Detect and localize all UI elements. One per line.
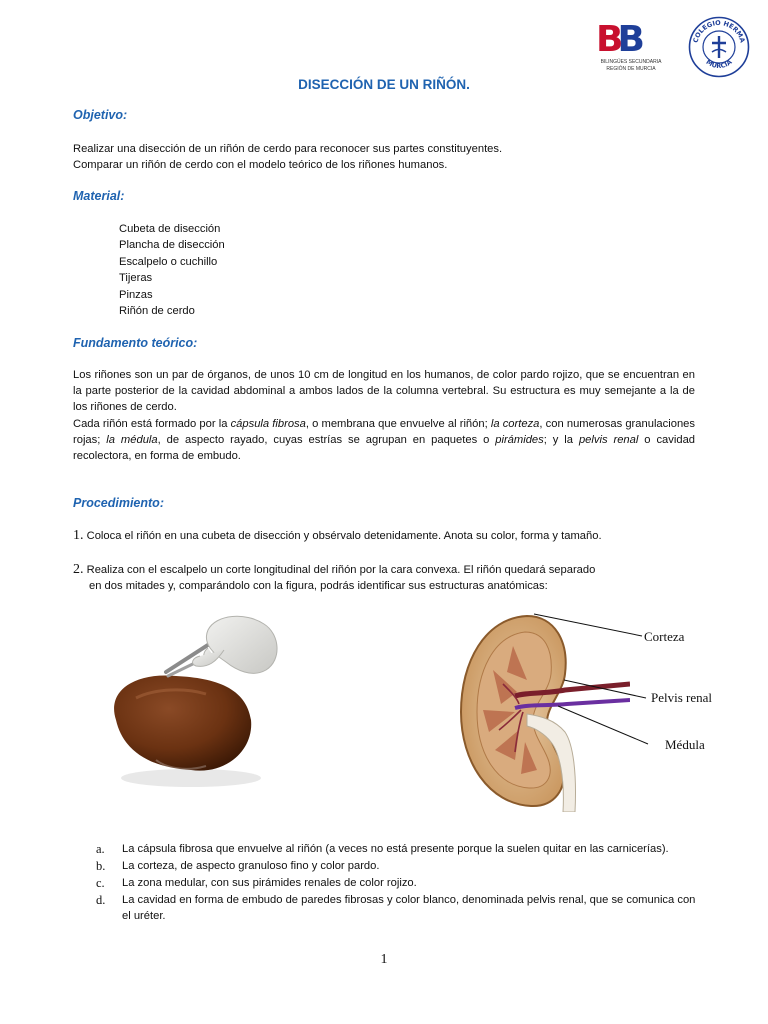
- heading-material: Material:: [73, 189, 125, 203]
- kidney-dissection-illustration: [96, 610, 286, 800]
- step-number: 1.: [73, 528, 84, 543]
- list-item: [96, 858, 696, 874]
- procedure-step-2: [73, 562, 713, 594]
- material-list: [119, 221, 225, 319]
- procedure-step-1: [73, 528, 713, 544]
- page-number: 1: [380, 952, 388, 967]
- list-item-letter: b.: [96, 859, 106, 873]
- list-item-letter: d.: [96, 893, 106, 907]
- term-capsula-fibrosa: cápsula fibrosa: [230, 418, 306, 430]
- step-text: Coloca el riñón en una cubeta de disección y obsérvalo detenidamente. Anota su color, forma y tamaño.: [86, 530, 602, 542]
- term-pelvis-renal: pelvis renal: [578, 434, 639, 446]
- text-run: , con numerosas granulaciones rojas;: [73, 418, 695, 446]
- label-pelvis-renal: Pelvis renal: [651, 690, 713, 705]
- material-item: Tijeras: [119, 272, 153, 285]
- material-item: Cubeta de disección: [119, 223, 221, 235]
- bilingual-logo-line2: REGIÓN DE MURCIA: [606, 66, 656, 72]
- list-item-text: La zona medular, con sus pirámides renales de color rojizo.: [122, 877, 417, 889]
- text-run: o cavidad recolectora, en forma de embudo.: [73, 434, 696, 462]
- school-seal-logo: [688, 16, 750, 78]
- objetivo-line-2: Comparar un riñón de cerdo con el modelo teórico de los riñones humanos.: [73, 159, 448, 171]
- text-run: ; y la: [543, 434, 579, 446]
- material-item: Escalpelo o cuchillo: [119, 255, 218, 268]
- objetivo-line-1: Realizar una disección de un riñón de cerdo para reconocer sus partes constituyentes.: [73, 143, 503, 155]
- step-number: 2.: [73, 562, 84, 577]
- label-medula: Médula: [665, 737, 705, 752]
- list-item: [96, 875, 696, 891]
- list-item-text: La cápsula fibrosa que envuelve al riñón (a veces no está presente porque la suelen quitar en las carnicerías).: [122, 843, 669, 855]
- heading-procedimiento: Procedimiento:: [73, 496, 164, 510]
- step-text-continued: en dos mitades y, comparándolo con la figura, podrás identificar sus estructuras anatómicas:: [89, 580, 548, 592]
- term-corteza: la corteza: [490, 418, 540, 430]
- term-piramides: pirámides: [495, 434, 544, 446]
- material-item: Plancha de disección: [119, 239, 225, 252]
- heading-objetivo: Objetivo:: [73, 108, 128, 122]
- text-run: Cada riñón está formado por la: [73, 418, 231, 430]
- list-item-text: La corteza, de aspecto granuloso fino y color pardo.: [122, 860, 380, 872]
- step-text: Realiza con el escalpelo un corte longitudinal del riñón por la cara convexa. El riñón quedará separado: [86, 564, 596, 576]
- list-item-letter: a.: [96, 842, 105, 856]
- text-run: , de aspecto rayado, cuyas estrías se agrupan en paquetes o: [157, 434, 496, 446]
- text-run: , o membrana que envuelve al riñón;: [305, 418, 491, 430]
- svg-text:COLEGIO HERMA: COLEGIO HERMA: [691, 18, 747, 44]
- bilingual-logo-line1: BILINGÜES SECUNDARIA: [600, 59, 662, 65]
- term-medula: la médula: [106, 434, 158, 446]
- bilingual-logo: [596, 19, 666, 72]
- structures-list: [96, 841, 696, 925]
- fundamento-paragraph-2: [73, 416, 695, 464]
- document-title: DISECCIÓN DE UN RIÑÓN.: [298, 77, 470, 92]
- heading-fundamento: Fundamento teórico:: [73, 336, 198, 350]
- list-item: [96, 892, 696, 924]
- list-item-letter: c.: [96, 876, 105, 890]
- svg-text:MURCIA: MURCIA: [704, 57, 734, 71]
- material-item: Pinzas: [119, 288, 153, 301]
- list-item: [96, 841, 696, 857]
- bilingual-logo-mark: BB: [596, 19, 639, 60]
- figure-leader-lines: [520, 612, 650, 752]
- list-item-text: La cavidad en forma de embudo de paredes fibrosas y color blanco, denominada pelvis renal, que se comunica con el uréter.: [122, 894, 696, 922]
- material-item: Riñón de cerdo: [119, 304, 195, 317]
- fundamento-paragraph-1: Los riñones son un par de órganos, de unos 10 cm de longitud en los humanos, de color pardo rojizo, que se encuentran en la parte posterior de la cavidad abdominal a ambos lados de la columna vertebral. Su estructura es muy semejante a la de los riñones de cerdo.: [73, 369, 695, 413]
- label-corteza: Corteza: [644, 629, 685, 644]
